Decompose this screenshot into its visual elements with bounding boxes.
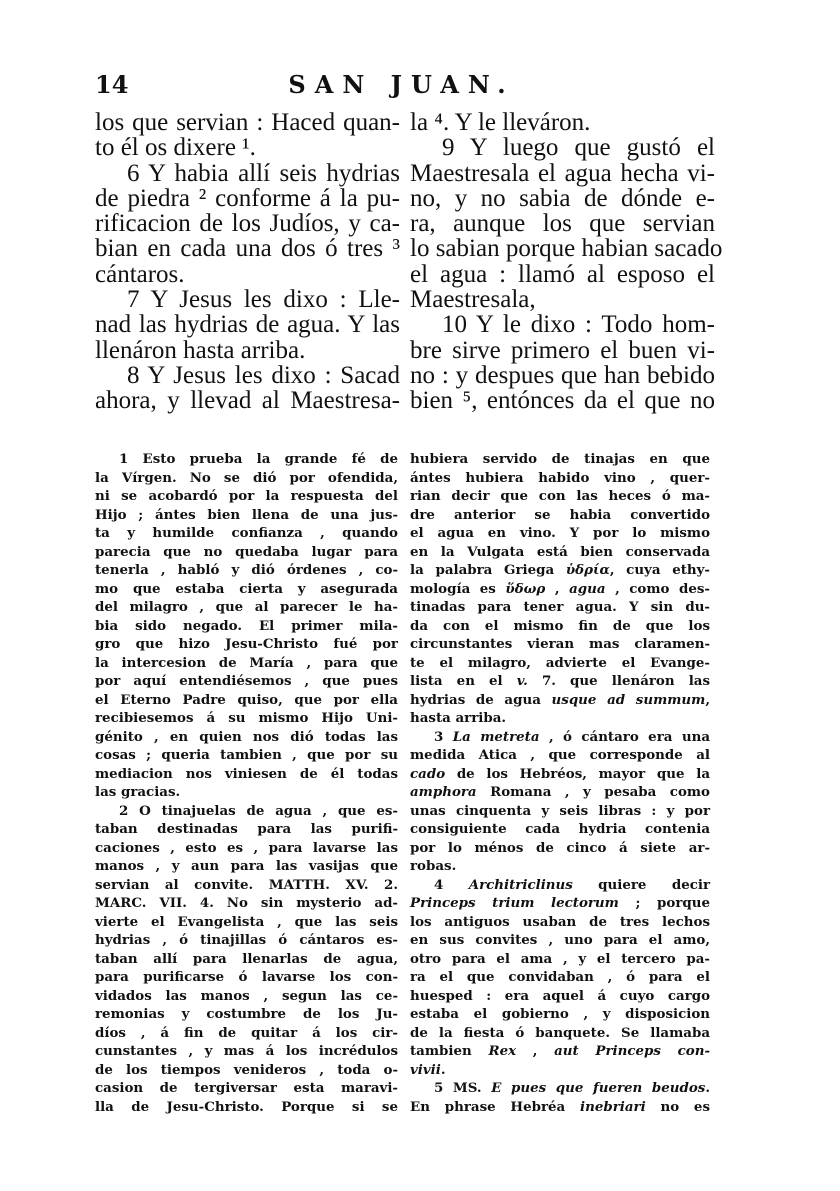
text: bian en cada una dos ó tres ³ xyxy=(95,235,400,263)
text: , xyxy=(516,1043,555,1059)
text-line xyxy=(95,820,398,839)
text: , como des- xyxy=(605,580,710,597)
text-line xyxy=(410,691,710,710)
text-line xyxy=(95,1061,398,1080)
text: medida Atica , que corresponde al xyxy=(410,747,710,763)
text-line xyxy=(95,709,398,728)
text-line xyxy=(410,1079,710,1098)
text-line xyxy=(410,287,715,312)
text-line xyxy=(95,543,398,562)
text-line xyxy=(95,728,398,747)
text-line xyxy=(410,617,710,636)
verse-paragraph xyxy=(410,312,715,413)
text: lla de Jesu-Christo. Porque si se xyxy=(95,1098,398,1115)
text-line xyxy=(95,617,398,636)
text-line xyxy=(410,161,715,186)
text-line xyxy=(95,802,398,821)
text: para purificarse ó lavarse los con- xyxy=(95,969,398,985)
footnote xyxy=(95,802,398,1117)
text-line xyxy=(95,1005,398,1024)
text-line xyxy=(95,931,398,950)
text: 10 Y le dixo : Todo hom- xyxy=(442,311,715,339)
text: la ⁴. Y le lleváron. xyxy=(410,109,591,136)
text-line xyxy=(95,987,398,1006)
italic-text: aut Princeps con- xyxy=(554,1043,710,1059)
text: mo que estaba cierta y asegurada xyxy=(95,580,398,597)
text: taban allí para llenarlas de agua, xyxy=(95,950,398,967)
page-number: 14 xyxy=(95,70,129,99)
text-line xyxy=(95,783,398,802)
text-line xyxy=(410,1042,710,1061)
text-line xyxy=(95,968,398,987)
text: quiere decir xyxy=(572,876,711,893)
text-line xyxy=(95,913,398,932)
text-line xyxy=(410,820,710,839)
verse-paragraph xyxy=(95,110,400,161)
text-line xyxy=(95,894,398,913)
text-line xyxy=(410,135,715,160)
text: díos , á fin de quitar á los cir- xyxy=(95,1024,398,1041)
italic-text: amphora xyxy=(410,784,477,800)
text: , cuya ethy- xyxy=(609,562,710,578)
text: de los tiempos venideros , toda o- xyxy=(95,1061,398,1078)
italic-text: inebriari xyxy=(580,1098,646,1115)
text: hydrias de agua xyxy=(410,691,552,708)
text-line xyxy=(410,262,715,287)
footnotes-right-column xyxy=(410,450,710,1116)
verse-paragraph xyxy=(410,134,723,314)
text: circunstantes vieran mas claramen- xyxy=(410,636,710,652)
text: to él os dixere ¹. xyxy=(95,134,256,162)
italic-text: v. xyxy=(516,673,528,689)
text-line xyxy=(95,561,398,580)
text: ahora, y llevad al Maestresa- xyxy=(95,387,400,415)
text-line xyxy=(410,746,710,765)
text: caciones , esto es , para lavarse las xyxy=(95,839,398,856)
verse-paragraph xyxy=(95,161,400,287)
text-line xyxy=(95,524,398,543)
text: gro que hizo Jesu-Christo fué por xyxy=(95,636,398,652)
text: 6 Y habia allí seis hydrias xyxy=(127,159,400,187)
text-line xyxy=(410,709,710,728)
text-line xyxy=(95,839,398,858)
text-line xyxy=(410,1005,710,1024)
text: los que servian : Haced quan- xyxy=(95,109,400,136)
text: lo sabian porque habian sacado xyxy=(410,235,723,263)
text: ra, aunque los que servian xyxy=(410,210,715,238)
text: . xyxy=(440,1061,446,1078)
text: hydrias , ó tinajillas ó cántaros es- xyxy=(95,932,398,948)
text: MARC. VII. 4. No sin mysterio ad- xyxy=(95,895,398,911)
text: las gracias. xyxy=(95,784,181,800)
footnote xyxy=(410,1079,710,1116)
text: de piedra ² conforme á la pu- xyxy=(95,184,400,212)
italic-text: cado xyxy=(410,765,446,782)
text-line xyxy=(95,469,398,488)
text-line xyxy=(95,580,398,599)
text: cunstantes , y mas á los incrédulos xyxy=(95,1043,398,1059)
text-line xyxy=(410,1024,710,1043)
text: lista en el xyxy=(410,673,517,689)
text: del milagro , que al parecer le ha- xyxy=(95,599,398,615)
text: 5 MS. xyxy=(434,1080,492,1096)
text: , xyxy=(705,691,710,708)
text-line xyxy=(95,876,398,895)
text-line xyxy=(95,1079,398,1098)
text: de la fiesta ó banquete. Se llamaba xyxy=(410,1024,710,1041)
text-line xyxy=(410,363,715,388)
text-line xyxy=(410,543,710,562)
italic-text: ὕδωρ xyxy=(505,580,546,597)
text: 1 Esto prueba la grande fé de xyxy=(119,451,398,467)
text-line xyxy=(410,598,710,617)
text-line xyxy=(410,186,715,211)
text-line xyxy=(410,1061,710,1080)
text-line xyxy=(410,110,715,135)
main-text-right-column xyxy=(410,109,723,415)
italic-text: Rex xyxy=(488,1043,517,1059)
text: nad las hydrias de agua. Y las xyxy=(95,311,400,339)
footnote xyxy=(410,728,710,876)
text: ni se acobardó por la respuesta del xyxy=(95,488,398,504)
text: el agua en vino. Y por lo mismo xyxy=(410,525,710,541)
text: bre sirve primero el buen vi- xyxy=(410,336,715,364)
text-line xyxy=(95,765,398,784)
text-line xyxy=(410,931,710,950)
text: no : y despues que han bebido xyxy=(410,361,715,389)
italic-text: ὑδρία xyxy=(565,562,610,578)
text-line xyxy=(410,235,723,263)
text-line xyxy=(95,1042,398,1061)
text-line xyxy=(410,876,710,895)
text: por aquí entendiésemos , que pues xyxy=(95,673,398,689)
text: Hijo ; ántes bien llena de una jus- xyxy=(95,506,398,523)
text: te el milagro, advierte el Evange- xyxy=(410,654,710,671)
text: mología es xyxy=(410,580,506,597)
text: vidados las manos , segun las ce- xyxy=(95,987,398,1004)
text: casion de tergiversar esta maravi- xyxy=(95,1080,398,1096)
text-line xyxy=(410,506,710,525)
text-line xyxy=(95,262,400,287)
text: 7 Y Jesus les dixo : Lle- xyxy=(127,286,400,314)
text-line xyxy=(95,287,400,312)
text-line xyxy=(410,839,710,858)
text: otro para el ama , y el tercero pa- xyxy=(410,950,710,967)
text-line xyxy=(410,913,710,932)
text-line xyxy=(95,672,398,691)
text: dre anterior se habia convertido xyxy=(410,506,710,523)
text: 8 Y Jesus les dixo : Sacad xyxy=(127,361,400,389)
text-line xyxy=(410,1098,710,1117)
text: parecia que no quedaba lugar para xyxy=(95,543,398,560)
text-line xyxy=(410,338,715,363)
italic-text: E pues que fueren beudos xyxy=(491,1080,706,1096)
text: rificacion de los Judíos, y ca- xyxy=(95,210,400,238)
text: génito , en quien nos dió todas las xyxy=(95,728,398,745)
text-line xyxy=(95,487,398,506)
italic-text: La metreta xyxy=(452,728,540,745)
main-text-left-column xyxy=(95,110,400,414)
text-line xyxy=(410,672,710,691)
text: llenáron hasta arriba. xyxy=(95,336,306,364)
text: ; porque xyxy=(618,895,710,911)
text: no, y no sabia de dónde e- xyxy=(410,184,715,212)
text-line xyxy=(410,857,710,876)
text-line xyxy=(95,186,400,211)
text: la intercesion de María , para que xyxy=(95,654,398,671)
text: tinadas para tener agua. Y sin du- xyxy=(410,599,710,615)
text: 4 xyxy=(434,876,469,893)
text-line xyxy=(410,802,710,821)
footnote xyxy=(410,876,710,1080)
text: vierte el Evangelista , que las seis xyxy=(95,913,398,930)
text: Romana , y pesaba como xyxy=(476,784,710,800)
text: no es xyxy=(645,1098,710,1115)
text-line xyxy=(95,691,398,710)
text: Maestresala, xyxy=(410,286,536,314)
text: 9 Y luego que gustó el xyxy=(442,134,715,162)
text-line xyxy=(95,635,398,654)
text: consiguiente cada hydria contenia xyxy=(410,821,710,837)
text-line xyxy=(95,312,400,337)
text-line xyxy=(410,450,710,469)
text-line xyxy=(95,110,400,135)
text: huesped : era aquel á cuyo cargo xyxy=(410,987,710,1004)
text-line xyxy=(410,312,715,337)
text-line xyxy=(410,765,710,784)
text: el agua : llamó al esposo el xyxy=(410,260,715,288)
text: de los Hebréos, mayor que la xyxy=(445,765,710,782)
text: , ó cántaro era una xyxy=(539,728,710,745)
italic-text: Architriclinus xyxy=(468,876,573,893)
text: bien ⁵, entónces da el que no xyxy=(410,387,715,415)
text-line xyxy=(95,450,398,469)
text: ta y humilde confianza , quando xyxy=(95,525,398,541)
text-line xyxy=(95,598,398,617)
text-line xyxy=(410,469,710,488)
text: ra el que convidaban , ó para el xyxy=(410,969,710,985)
text: servian al convite. MATTH. XV. 2. xyxy=(95,876,398,893)
text-line xyxy=(95,211,400,236)
text-line xyxy=(95,363,400,388)
text-line xyxy=(410,211,715,236)
text-line xyxy=(410,987,710,1006)
text: manos , y aun para las vasijas que xyxy=(95,858,398,874)
verse-paragraph xyxy=(95,287,400,363)
footnote xyxy=(410,450,710,728)
text: da con el mismo fin de que los xyxy=(410,617,710,634)
text: En phrase Hebréa xyxy=(410,1098,580,1115)
text: rian decir que con las heces ó ma- xyxy=(410,488,710,504)
text: robas. xyxy=(410,858,457,874)
text-line xyxy=(95,654,398,673)
text: el Eterno Padre quiso, que por ella xyxy=(95,691,398,708)
text: en la Vulgata está bien conservada xyxy=(410,543,710,560)
text: bia sido negado. El primer mila- xyxy=(95,617,398,634)
text-line xyxy=(410,950,710,969)
italic-text: Princeps trium lectorum xyxy=(410,895,619,911)
text: tambien xyxy=(410,1043,489,1059)
text: hubiera servido de tinajas en que xyxy=(410,451,710,467)
text: la palabra Griega xyxy=(410,562,566,578)
text-line xyxy=(95,506,398,525)
verse-paragraph xyxy=(410,110,715,135)
text-line xyxy=(95,338,400,363)
text-line xyxy=(95,857,398,876)
running-title: SAN JUAN. xyxy=(288,70,515,99)
text: 3 xyxy=(434,728,453,745)
italic-text: usque ad summum xyxy=(551,691,706,708)
text-line xyxy=(410,728,710,747)
text: 7. que llenáron las xyxy=(527,673,711,689)
text: en sus convites , uno para el amo, xyxy=(410,932,710,948)
text: Maestresala el agua hecha vi- xyxy=(410,159,715,187)
text-line xyxy=(410,388,715,413)
text-line xyxy=(95,1024,398,1043)
text: cosas ; queria tambien , que por su xyxy=(95,747,398,763)
italic-text: agua xyxy=(569,580,606,597)
text: la Vírgen. No se dió por ofendida, xyxy=(95,469,398,486)
text: taban destinadas para las purifi- xyxy=(95,821,398,837)
text: cántaros. xyxy=(95,260,185,288)
text-line xyxy=(410,580,710,599)
text: tenerla , habló y dió órdenes , co- xyxy=(95,562,398,578)
text: los antiguos usaban de tres lechos xyxy=(410,913,710,930)
text: remonias y costumbre de los Ju- xyxy=(95,1006,398,1022)
text: mediacion nos viniesen de él todas xyxy=(95,765,398,782)
footnotes-left-column xyxy=(95,450,398,1116)
text-line xyxy=(410,894,710,913)
text: por lo ménos de cinco á siete ar- xyxy=(410,839,710,856)
text-line xyxy=(95,1098,398,1117)
italic-text: vivii xyxy=(410,1061,441,1078)
text-line xyxy=(410,968,710,987)
text: 2 O tinajuelas de agua , que es- xyxy=(119,802,398,819)
text-line xyxy=(95,135,400,160)
footnote xyxy=(95,450,398,802)
verse-paragraph xyxy=(95,363,400,414)
text: recibiesemos á su mismo Hijo Uni- xyxy=(95,710,398,726)
text-line xyxy=(410,783,710,802)
text: unas cinquenta y seis libras : y por xyxy=(410,802,710,819)
text-line xyxy=(95,236,400,261)
text-line xyxy=(410,635,710,654)
text: ántes hubiera habido vino , quer- xyxy=(410,469,710,486)
text: estaba el gobierno , y disposicion xyxy=(410,1006,710,1022)
text-line xyxy=(410,561,710,580)
text-line xyxy=(95,388,400,413)
text-line xyxy=(410,654,710,673)
text: , xyxy=(545,580,570,597)
text-line xyxy=(95,746,398,765)
text-line xyxy=(95,161,400,186)
text-line xyxy=(410,487,710,506)
text-line xyxy=(95,950,398,969)
page-header xyxy=(95,70,708,102)
text: . xyxy=(705,1080,710,1096)
text: hasta arriba. xyxy=(410,710,507,726)
text-line xyxy=(410,524,710,543)
